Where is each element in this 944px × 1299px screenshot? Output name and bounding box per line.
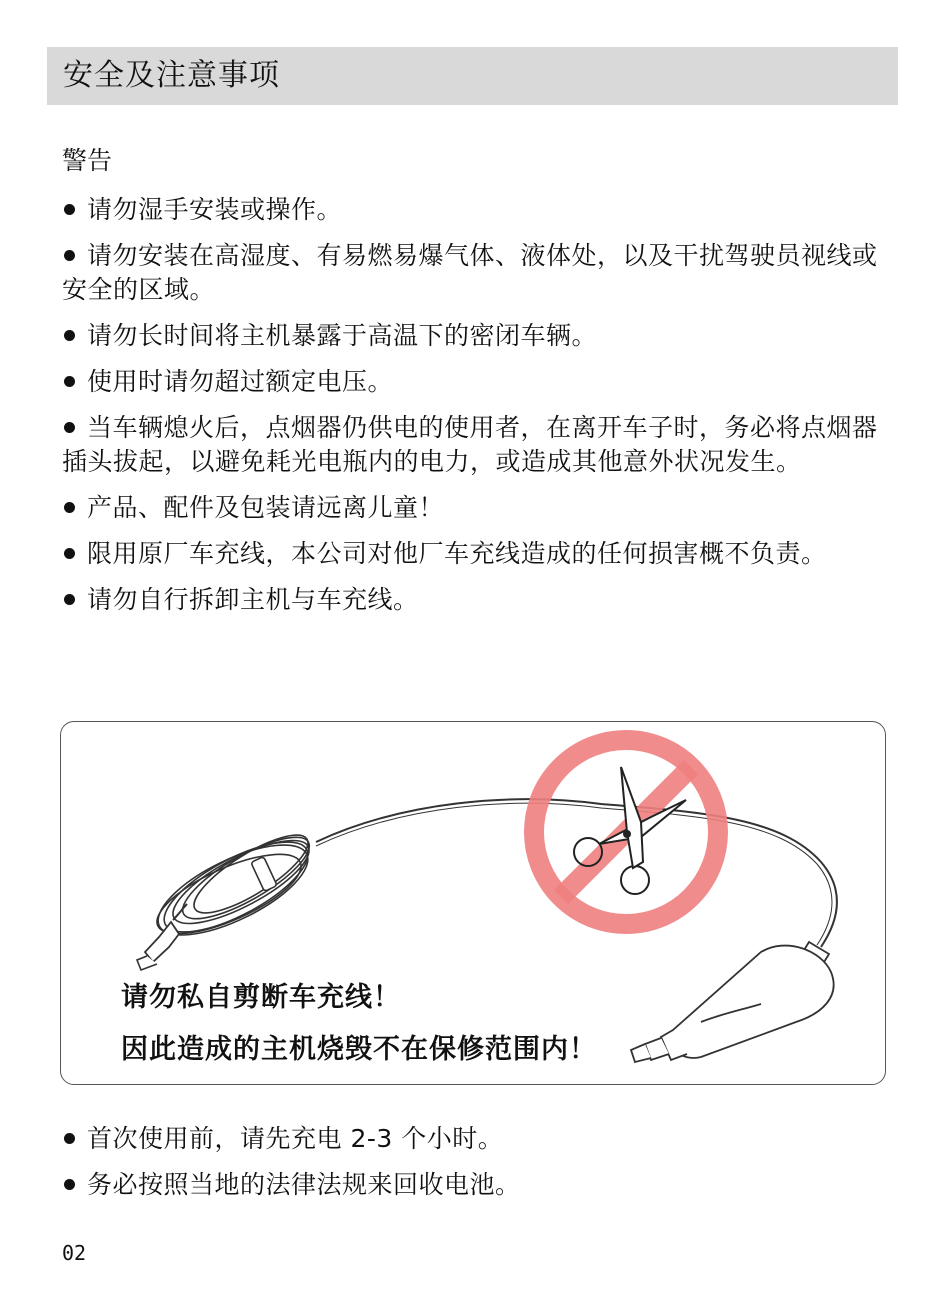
warning-heading: 警告 — [62, 146, 113, 175]
section-title: 安全及注意事项 — [63, 58, 280, 93]
page-number: 02 — [62, 1241, 87, 1265]
list-item: 限用原厂车充线，本公司对他厂车充线造成的任何损害概不负责。 — [62, 537, 882, 571]
caution-line-1: 请勿私自剪断车充线！ — [121, 982, 401, 1013]
bullet-icon — [64, 250, 75, 261]
bullet-icon — [64, 1179, 75, 1190]
bullet-icon — [64, 594, 75, 605]
bullet-icon — [64, 204, 75, 215]
bullet-icon — [64, 376, 75, 387]
cable-warning-illustration — [60, 721, 886, 1085]
list-item: 首次使用前，请先充电 2-3 个小时。 — [62, 1122, 882, 1156]
list-item: 务必按照当地的法律法规来回收电池。 — [62, 1168, 882, 1202]
bullet-icon — [64, 502, 75, 513]
bullet-icon — [64, 1133, 75, 1144]
list-item: 请勿自行拆卸主机与车充线。 — [62, 583, 882, 617]
list-item: 使用时请勿超过额定电压。 — [62, 365, 882, 399]
bullet-icon — [64, 548, 75, 559]
list-item: 请勿湿手安装或操作。 — [62, 193, 882, 227]
car-charger-cable-icon — [61, 722, 886, 1085]
caution-line-2: 因此造成的主机烧毁不在保修范围内！ — [121, 1034, 597, 1065]
list-item: 请勿长时间将主机暴露于高温下的密闭车辆。 — [62, 319, 882, 353]
warning-list — [62, 193, 882, 629]
bullet-icon — [64, 422, 75, 433]
bullet-icon — [64, 330, 75, 341]
notes-list — [62, 1122, 882, 1214]
section-header — [47, 47, 898, 105]
list-item: 产品、配件及包装请远离儿童！ — [62, 491, 882, 525]
list-item: 当车辆熄火后，点烟器仍供电的使用者，在离开车子时，务必将点烟器插头拔起，以避免耗光电瓶内的电力，或造成其他意外状况发生。 — [62, 413, 878, 476]
list-item: 请勿安装在高湿度、有易燃易爆气体、液体处，以及干扰驾驶员视线或安全的区域。 — [62, 241, 878, 304]
